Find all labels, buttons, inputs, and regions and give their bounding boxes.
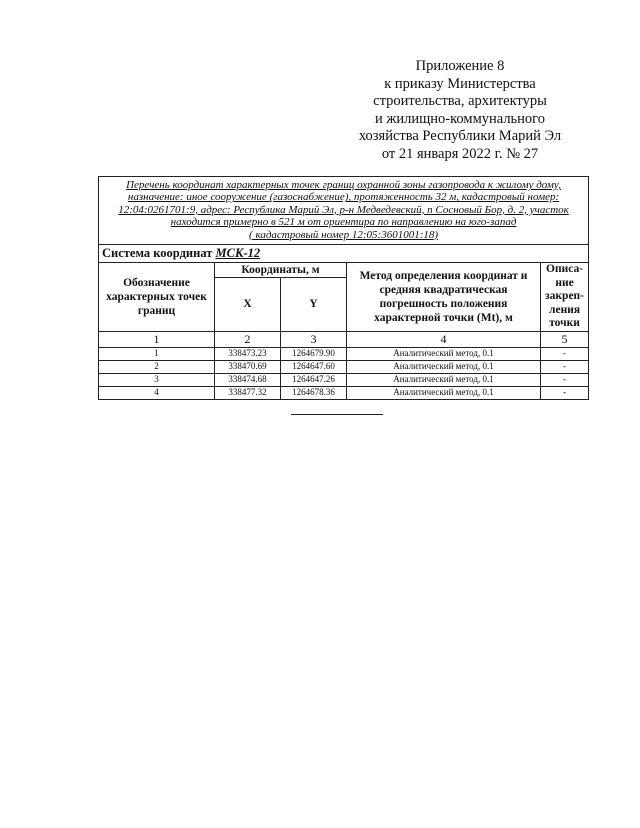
column-number: 5 (541, 331, 589, 347)
cell-method: Аналитический метод, 0.1 (347, 386, 541, 399)
header-description-line: ления (549, 303, 581, 316)
title-line: ( кадастровый номер 12:05:3601001:18) (249, 228, 439, 241)
document-header (340, 58, 580, 163)
column-number: 1 (99, 331, 215, 347)
cell-y: 1264647.60 (281, 360, 347, 373)
column-number: 4 (347, 331, 541, 347)
cell-x: 338470.69 (215, 360, 281, 373)
header-description-line: точки (549, 317, 580, 330)
header-method: Метод определения координат и средняя квадратическая погрешность положения характерной точки (Mt), м (347, 263, 541, 332)
table-row (99, 360, 589, 373)
header-x: X (215, 278, 281, 331)
cell-method: Аналитический метод, 0.1 (347, 347, 541, 360)
cell-point: 2 (99, 360, 215, 373)
cell-method: Аналитический метод, 0.1 (347, 360, 541, 373)
header-line: хозяйства Республики Марий Эл (358, 128, 562, 144)
header-description-line: Описа- (546, 263, 584, 276)
title-line: находится примерно в 521 м от ориентира по направлению на юго-запад (170, 216, 517, 229)
header-point: Обозначение характерных точек границ (99, 263, 215, 332)
cell-point: 1 (99, 347, 215, 360)
header-line: к приказу Министерства (384, 75, 536, 92)
cell-x: 338477.32 (215, 386, 281, 399)
header-description-line: ние (555, 276, 574, 289)
header-description (541, 263, 589, 332)
header-y: Y (281, 278, 347, 331)
footer-divider (291, 414, 383, 415)
cell-point: 3 (99, 373, 215, 386)
title-line: Перечень координат характерных точек границ охранной зоны газопровода к жилому дому, (126, 179, 561, 191)
cell-y: 1264679.90 (281, 347, 347, 360)
cell-description: - (541, 386, 589, 399)
header-line: и жилищно-коммунального (374, 110, 546, 127)
coordinates-table (98, 176, 589, 400)
title-line: 12:04:0261701:9, адрес: Республика Марий Эл, р-н Медведевский, п Сосновый Бор, д. 2, участок (118, 203, 569, 216)
coordinate-system-row (99, 245, 589, 263)
cell-description: - (541, 347, 589, 360)
column-number: 2 (215, 331, 281, 347)
cell-method: Аналитический метод, 0.1 (347, 373, 541, 386)
table-row (99, 386, 589, 399)
header-line: от 21 января 2022 г. № 27 (381, 145, 539, 162)
cell-y: 1264678.36 (281, 386, 347, 399)
cell-description: - (541, 360, 589, 373)
column-number: 3 (281, 331, 347, 347)
cell-point: 4 (99, 386, 215, 399)
cell-x: 338473.23 (215, 347, 281, 360)
header-line: Приложение 8 (415, 58, 505, 74)
table-title (99, 177, 589, 245)
cell-description: - (541, 373, 589, 386)
coordinate-system-value: МСК-12 (215, 246, 261, 261)
coordinate-system-label: Система координат (102, 246, 213, 261)
cell-x: 338474.68 (215, 373, 281, 386)
header-coordinates: Координаты, м (215, 263, 347, 278)
cell-y: 1264647.26 (281, 373, 347, 386)
title-line: назначение: иное сооружение (газоснабжение), протяженность 32 м, кадастровый номер: (127, 191, 560, 204)
header-description-line: закреп- (545, 290, 584, 303)
header-line: строительства, архитектуры (373, 93, 547, 109)
table-row (99, 373, 589, 386)
table-row (99, 347, 589, 360)
